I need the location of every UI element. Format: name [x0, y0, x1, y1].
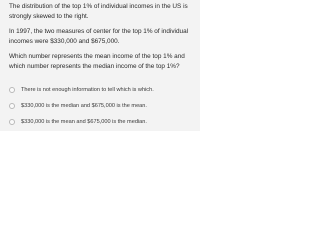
question-data-text: In 1997, the two measures of center for the top 1% of individual incomes were $330,000 and $675,000. — [9, 28, 189, 45]
radio-button[interactable] — [9, 119, 15, 125]
answer-option-3[interactable] — [9, 114, 195, 130]
radio-button[interactable] — [9, 87, 15, 93]
answer-option-label: $330,000 is the median and $675,000 is the mean. — [21, 103, 147, 109]
answer-option-1[interactable] — [9, 82, 195, 98]
question-intro-text: The distribution of the top 1% of individual incomes in the US is strongly skewed to the right. — [9, 3, 188, 20]
radio-button[interactable] — [9, 103, 15, 109]
answer-option-label: $330,000 is the mean and $675,000 is the median. — [21, 119, 147, 125]
question-prompt-text: Which number represents the mean income of the top 1% and which number represents the median income of the top 1%? — [9, 53, 185, 70]
answer-option-label: There is not enough information to tell which is which. — [21, 87, 154, 93]
answer-options — [9, 82, 195, 130]
question-card — [0, 0, 200, 131]
answer-option-2[interactable] — [9, 98, 195, 114]
